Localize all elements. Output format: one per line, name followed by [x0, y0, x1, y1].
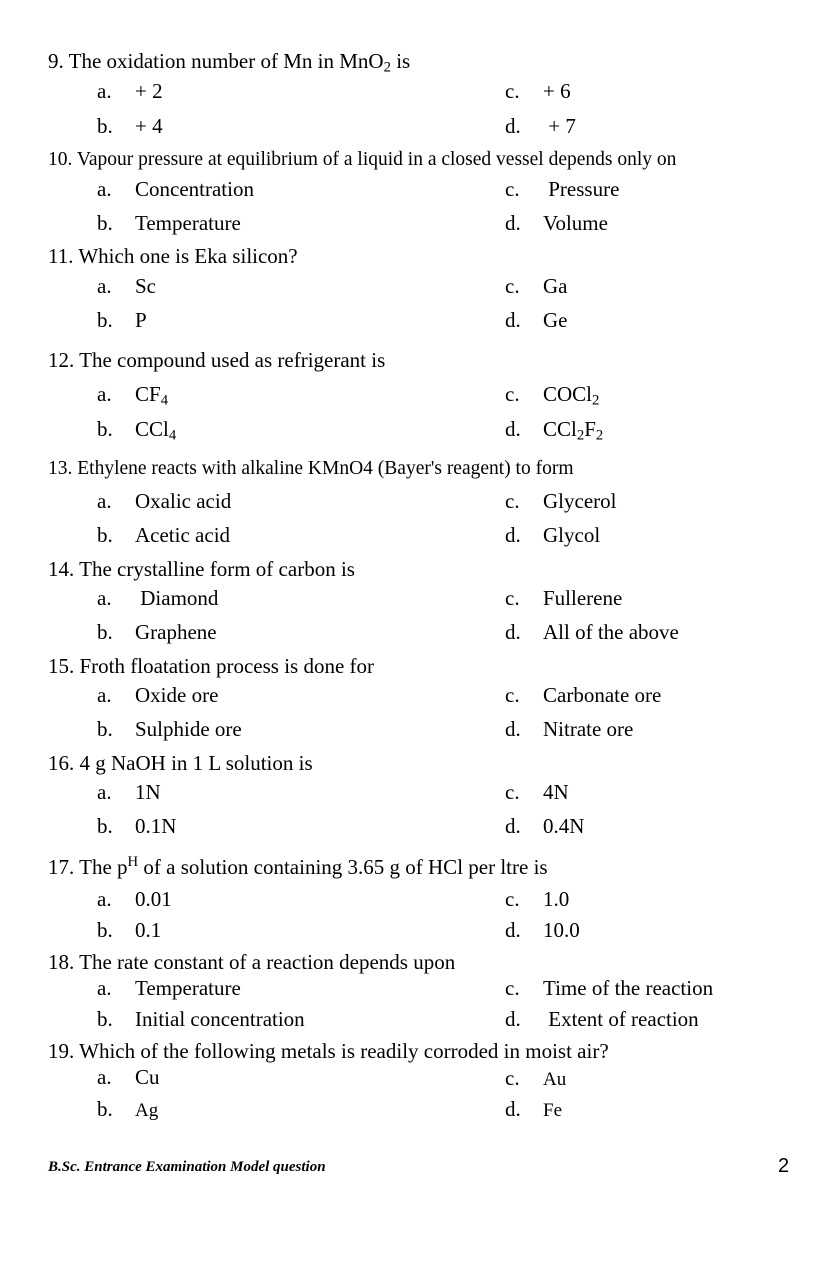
question-text: Which of the following metals is readily corroded in moist air?: [79, 1039, 609, 1063]
option-12d: d. $CCl_2F_2$: [505, 417, 604, 444]
question-17: [48, 855, 548, 879]
question-18: [48, 950, 455, 974]
option-9d: d. + 7: [505, 114, 576, 138]
option-10a: a. Concentration: [97, 177, 254, 201]
option-13d: d. Glycol: [505, 523, 601, 547]
option-10d: d. Volume: [505, 211, 608, 235]
option-16b: b. 0.1N: [97, 814, 177, 838]
option-17d: d. 10.0: [505, 918, 580, 942]
page-number: 2: [778, 1155, 790, 1177]
question-19: [48, 1039, 609, 1063]
option-14b: b. Graphene: [97, 620, 217, 644]
option-12a: a. $CF_4$: [97, 382, 169, 409]
footer-title: B.Sc. Entrance Examination Model question: [48, 1159, 326, 1175]
question-number: 13.: [48, 458, 73, 479]
option-15a: a. Oxide ore: [97, 683, 219, 707]
question-10: [48, 148, 676, 172]
option-9c: c. + 6: [505, 79, 571, 103]
question-number: 11.: [48, 244, 74, 268]
option-19b: b. Ag: [97, 1097, 159, 1121]
question-text: The crystalline form of carbon is: [79, 557, 355, 581]
question-number: 17.: [48, 855, 75, 879]
question-13: [48, 457, 574, 481]
question-text: Froth floatation process is done for: [79, 654, 375, 678]
question-text: Vapour pressure at equilibrium of a liquid in a closed vessel depends only on: [76, 149, 677, 170]
question-number: 10.: [48, 149, 73, 170]
question-12: [48, 348, 385, 372]
question-text: The oxidation number of Mn in MnO: [68, 49, 384, 73]
option-11c: c. Ga: [505, 274, 568, 298]
option-18b: b. Initial concentration: [97, 1007, 305, 1031]
option-9b: b. + 4: [97, 114, 163, 138]
option-18a: a. Temperature: [97, 976, 241, 1000]
option-19d: d. Fe: [505, 1097, 562, 1121]
question-number: 19.: [48, 1039, 75, 1063]
option-14c: c. Fullerene: [505, 586, 623, 610]
option-11a: a. Sc: [97, 274, 156, 298]
question-text: Which one is Eka silicon?: [78, 244, 298, 268]
option-17c: c. 1.0: [505, 887, 570, 911]
question-text-after: of a solution containing 3.65 g of HCl per ltre is: [138, 855, 548, 879]
option-9a: a. + 2: [97, 79, 163, 103]
question-number: 15.: [48, 654, 75, 678]
subscript: 2: [383, 59, 391, 76]
question-text-after: is: [390, 49, 411, 73]
option-16d: d. 0.4N: [505, 814, 585, 838]
option-16a: a. 1N: [97, 780, 161, 804]
option-15d: d. Nitrate ore: [505, 717, 634, 741]
option-13b: b. Acetic acid: [97, 523, 231, 547]
option-13c: c. Glycerol: [505, 489, 617, 513]
option-11d: d. Ge: [505, 308, 568, 332]
option-10b: b. Temperature: [97, 211, 241, 235]
option-18d: d. Extent of reaction: [505, 1007, 699, 1031]
option-19c: c. Au: [505, 1066, 567, 1090]
option-17b: b. 0.1: [97, 918, 162, 942]
option-14d: d. All of the above: [505, 620, 679, 644]
option-12b: b. CCl$_4$: [97, 417, 177, 444]
question-text: The rate constant of a reaction depends upon: [79, 950, 456, 974]
superscript: H: [127, 853, 139, 870]
question-14: [48, 557, 355, 581]
question-number: 12.: [48, 348, 75, 372]
option-10c: c. Pressure: [505, 177, 620, 201]
question-15: [48, 654, 374, 678]
option-17a: a. 0.01: [97, 887, 172, 911]
question-number: 9.: [48, 49, 64, 73]
option-15b: b. Sulphide ore: [97, 717, 242, 741]
question-number: 18.: [48, 950, 75, 974]
option-16c: c. 4N: [505, 780, 569, 804]
option-11b: b. P: [97, 308, 147, 332]
option-15c: c. Carbonate ore: [505, 683, 662, 707]
question-16: [48, 751, 313, 775]
question-text: Ethylene reacts with alkaline KMnO4 (Bayer's reagent) to form: [77, 458, 574, 479]
question-number: 14.: [48, 557, 75, 581]
option-12c: c. COCl$_2$: [505, 382, 600, 409]
question-text: The compound used as refrigerant is: [79, 348, 386, 372]
option-13a: a. Oxalic acid: [97, 489, 232, 513]
option-14a: a. Diamond: [97, 586, 219, 610]
option-18c: c. Time of the reaction: [505, 976, 714, 1000]
question-text: The p: [79, 855, 128, 879]
option-19a: a. Cu: [97, 1065, 160, 1089]
question-11: [48, 244, 298, 268]
question-9: [48, 49, 411, 76]
question-text: 4 g NaOH in 1 L solution is: [79, 751, 313, 775]
question-number: 16.: [48, 751, 75, 775]
